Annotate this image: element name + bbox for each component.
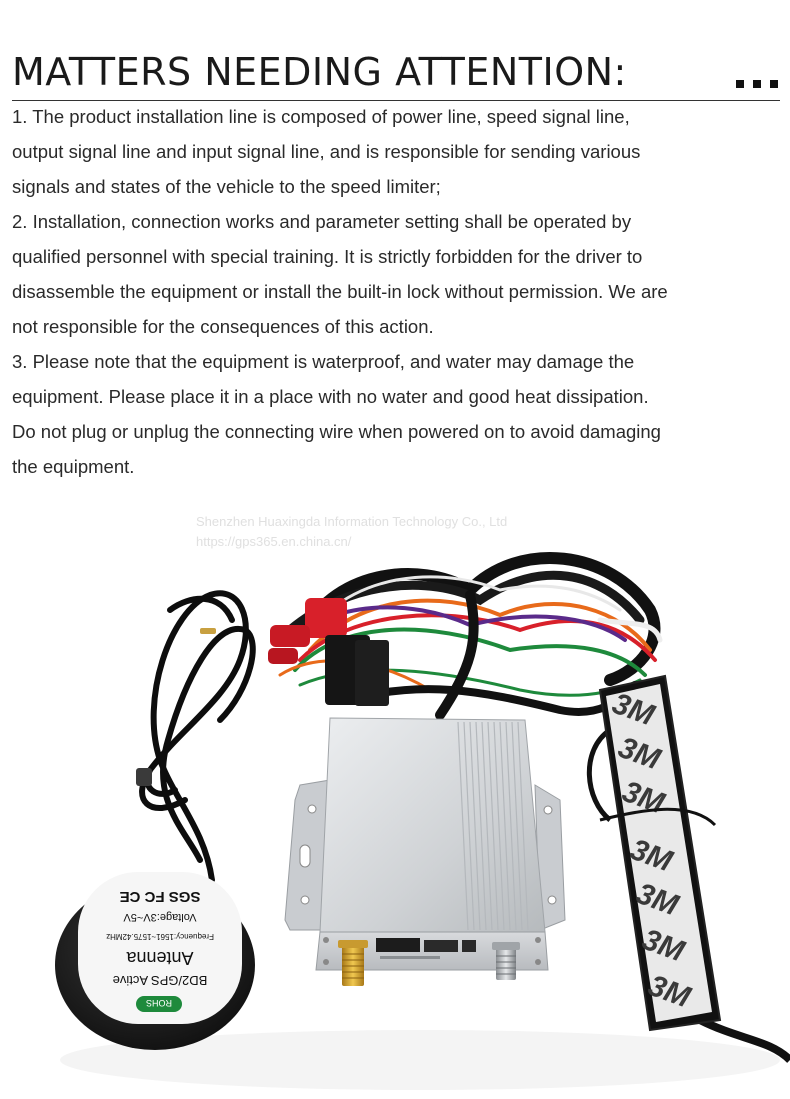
page-title: MATTERS NEEDING ATTENTION: xyxy=(12,50,627,94)
product-photo xyxy=(0,500,790,1099)
tape-brand-text: 3M xyxy=(631,876,683,923)
text-line: not responsible for the consequences of this action. xyxy=(12,316,434,337)
silver-connector xyxy=(492,942,520,980)
antenna-line-1: BD2/GPS Active xyxy=(112,973,208,988)
antenna-line-3: Frequency:1561~1575.42MHz xyxy=(106,932,214,941)
speed-limiter-device xyxy=(285,718,565,970)
tape-brand-text: 3M xyxy=(643,968,695,1015)
text-line: the equipment. xyxy=(12,456,135,477)
antenna-line-2: Antenna xyxy=(126,948,194,968)
tape-brand-text: 3M xyxy=(625,832,677,879)
text-line: signals and states of the vehicle to the speed limiter; xyxy=(12,176,441,197)
cable-tie xyxy=(136,768,152,786)
dot xyxy=(736,80,744,88)
attention-text xyxy=(12,99,782,484)
tape-brand-text: 3M xyxy=(637,922,689,969)
text-line: output signal line and input signal line, and is responsible for sending various xyxy=(12,141,641,162)
antenna-line-4: Voltage:3V~5V xyxy=(123,911,197,923)
text-line: 2. Installation, connection works and parameter setting shall be operated by xyxy=(12,211,632,232)
text-line: 3. Please note that the equipment is waterproof, and water may damage the xyxy=(12,351,635,372)
text-line: disassemble the equipment or install the built-in lock without permission. We are xyxy=(12,281,668,302)
red-connector xyxy=(268,598,389,706)
ellipsis-icon xyxy=(736,80,778,88)
gold-sma-connector xyxy=(338,940,368,986)
tape-brand-text: 3M xyxy=(613,730,665,777)
watermark-company: Shenzhen Huaxingda Information Technology Co., Ltd xyxy=(196,514,508,529)
gps-antenna xyxy=(55,872,255,1050)
tape-brand-text: 3M xyxy=(617,774,669,821)
gsm-antenna xyxy=(589,676,790,1060)
text-line: qualified personnel with special training. It is strictly forbidden for the driver to xyxy=(12,246,643,267)
tape-brand-text: 3M xyxy=(607,686,659,733)
watermark-url: https://gps365.en.china.cn/ xyxy=(196,534,352,549)
dot xyxy=(753,80,761,88)
text-line: equipment. Please place it in a place with no water and good heat dissipation. xyxy=(12,386,649,407)
text-line: 1. The product installation line is composed of power line, speed signal line, xyxy=(12,106,630,127)
sma-plug xyxy=(200,628,216,634)
rohs-badge: ROHS xyxy=(145,998,173,1008)
dot xyxy=(770,80,778,88)
gps-cable xyxy=(142,593,253,880)
text-line: Do not plug or unplug the connecting wire when powered on to avoid damaging xyxy=(12,421,661,442)
antenna-line-5: SGS FC CE xyxy=(119,888,201,905)
section-header xyxy=(12,48,780,101)
